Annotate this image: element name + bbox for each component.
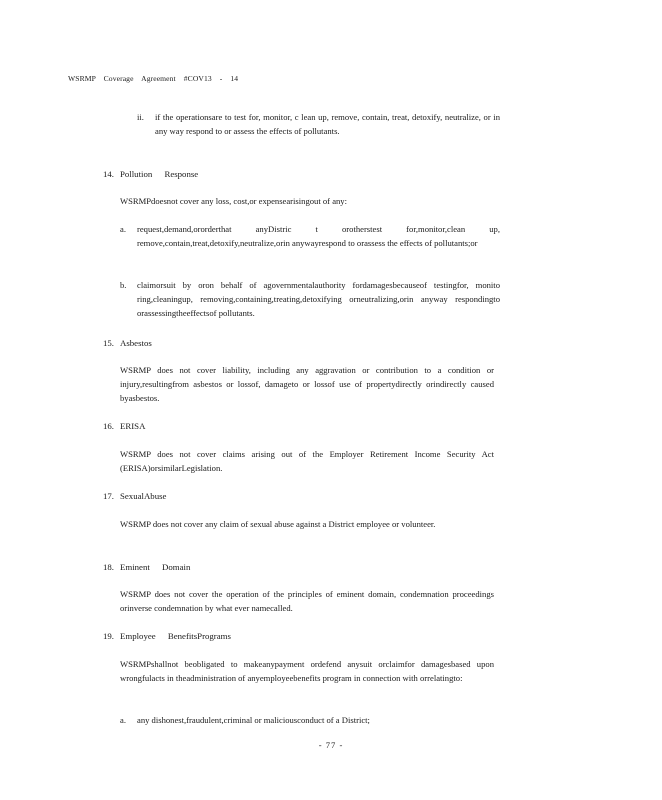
- list-item-text: any dishonest,fraudulent,criminal or maliciousconduct of a District;: [137, 715, 370, 725]
- section-paragraph: WSRMPdoesnot cover any loss, cost,or expensearisingout of any:: [120, 196, 347, 206]
- section-title: SexualAbuse: [120, 491, 167, 501]
- list-marker: a.: [120, 715, 126, 725]
- page-number: - 77 -: [318, 740, 344, 750]
- section-title: Employee BenefitsPrograms: [120, 631, 231, 641]
- section-heading: [103, 489, 166, 503]
- list-marker: a.: [120, 224, 126, 234]
- section-title: Asbestos: [120, 338, 152, 348]
- list-marker: ii.: [137, 112, 144, 122]
- section-heading: [103, 419, 145, 433]
- section-paragraph: WSRMP does not cover claims arising out of the Employer Retirement Income Security Act (ERISA)orsimilarLegislation.: [120, 449, 494, 473]
- section-paragraph: WSRMP does not cover the operation of the principles of eminent domain, condemnation proceedings orinverse condemnation by what ever namecalled.: [120, 589, 494, 613]
- list-item-text: if the operationsare to test for, monitor, c lean up, remove, contain, treat, detoxify, neutralize, or in any way respond to or assess the effects of pollutants.: [155, 112, 500, 136]
- section-title: ERISA: [120, 421, 146, 431]
- section-number: 19.: [103, 631, 114, 641]
- section-paragraph: WSRMP does not cover liability, including any aggravation or contribution to a condition or injury,resultingfrom asbestos or lossof, damageto or lossof use of propertydirectly orindirectly caused byasbestos.: [120, 365, 494, 403]
- list-item-text: request,demand,ororderthat anyDistric t orotherstest for,monitor,clean up, remove,contain,treat,detoxify,neutralize,orin anywayrespond to orassess the effects of pollutants;or: [137, 224, 500, 248]
- section-paragraph: WSRMP does not cover any claim of sexual abuse against a District employee or volunteer.: [120, 519, 436, 529]
- section-number: 16.: [103, 421, 114, 431]
- section-heading: [103, 629, 231, 643]
- section-heading: [103, 560, 190, 574]
- section-title: Eminent Domain: [120, 562, 191, 572]
- section-number: 17.: [103, 491, 114, 501]
- list-marker: b.: [120, 280, 127, 290]
- section-heading: [103, 336, 152, 350]
- page-header: WSRMP Coverage Agreement #COV13 - 14: [68, 74, 239, 83]
- section-heading: [103, 167, 198, 181]
- list-item-text: claimorsuit by oron behalf of agovernmentalauthority fordamagesbecauseof testingfor, monito ring,cleaningup, removing,containing,treating,detoxifying orneutralizing,orin anyway respondingto orassessingtheeffectsof pollutants.: [137, 280, 500, 318]
- section-number: 15.: [103, 338, 114, 348]
- section-number: 14.: [103, 169, 114, 179]
- section-paragraph: WSRMPshallnot beobligated to makeanypayment ordefend anysuit orclaimfor damagesbased upon wrongfulacts in theadministration of anyemployeebenefits program in connection with orrelatingto:: [120, 659, 494, 683]
- section-title: Pollution Response: [120, 169, 199, 179]
- section-number: 18.: [103, 562, 114, 572]
